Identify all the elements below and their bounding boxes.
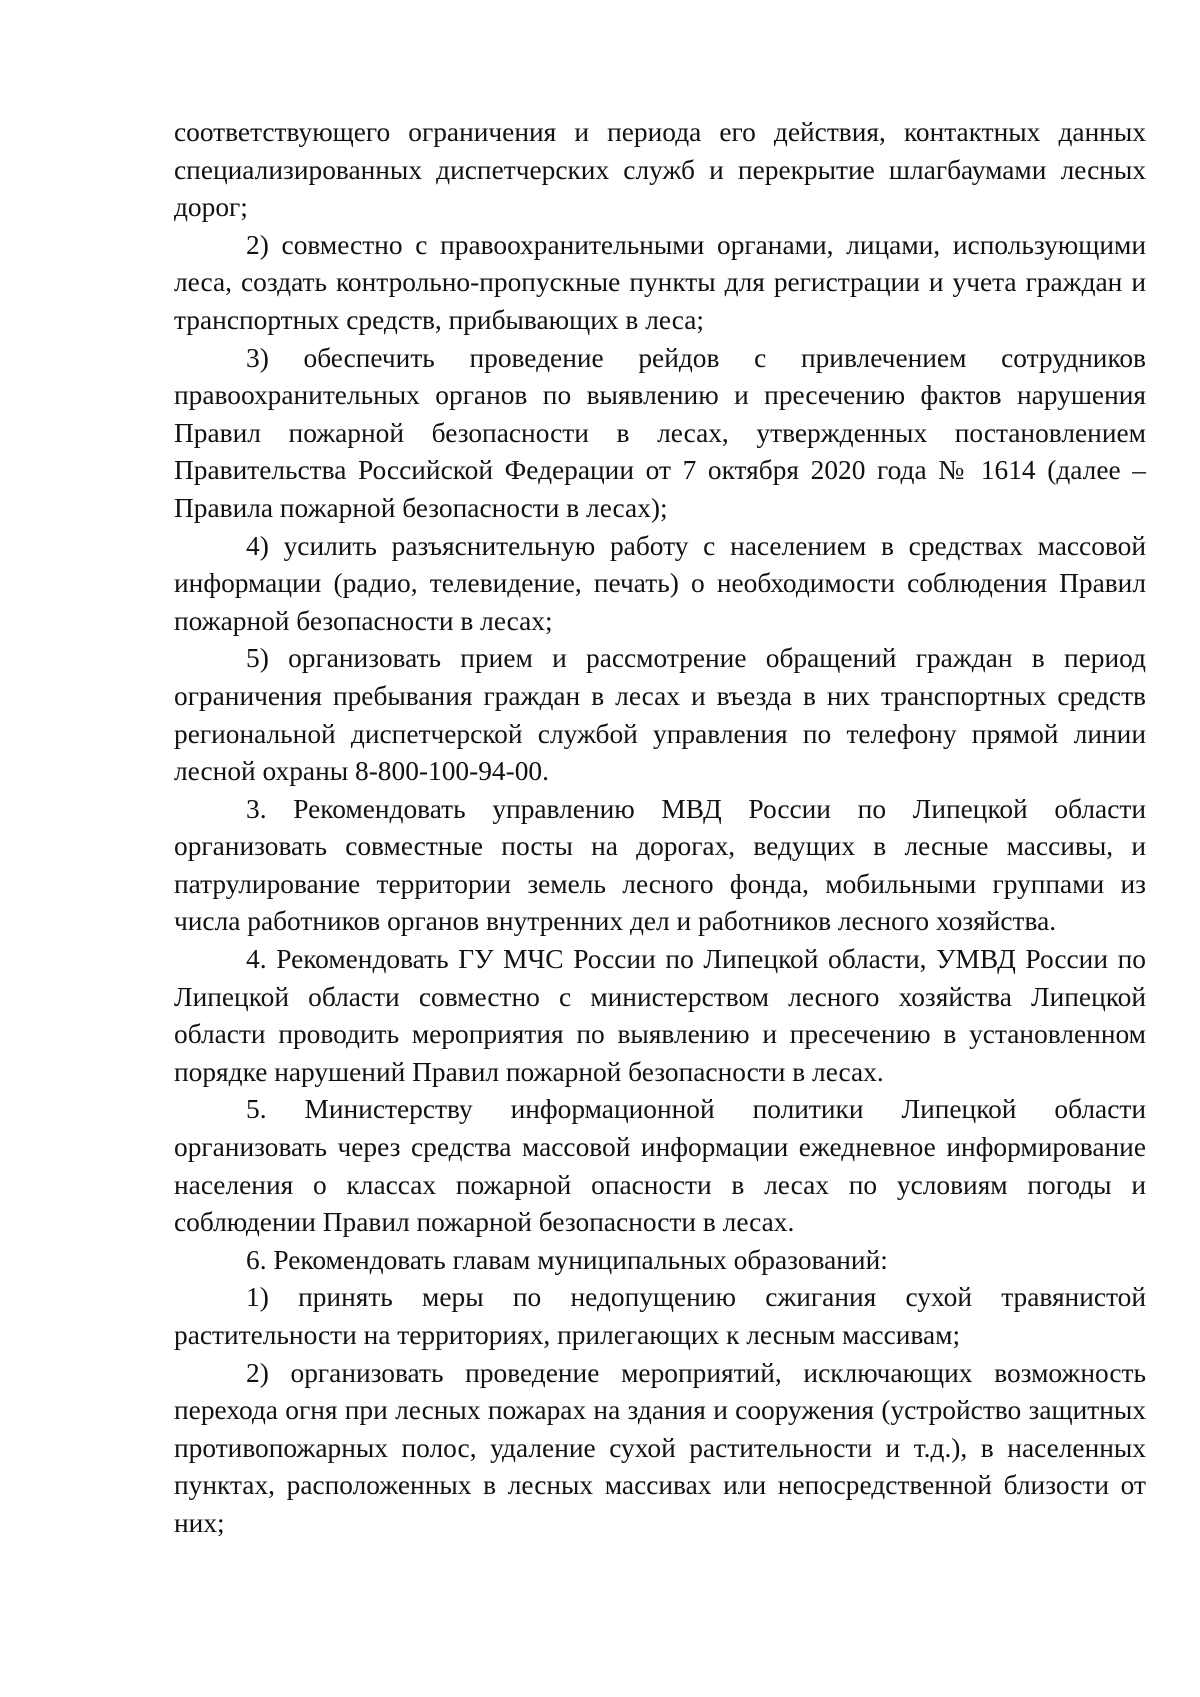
paragraph-item-5-hotline: 5) организовать прием и рассмотрение обращений граждан в период ограничения пребывания граждан в лесах и въезда в них транспортных средств региональной диспетчерской службой управления по телефону прямой линии лесной охраны 8-800-100-94-00. bbox=[174, 643, 1146, 787]
document-page bbox=[174, 114, 1146, 1543]
paragraph-section-3-police: 3. Рекомендовать управлению МВД России по Липецкой области организовать совместные посты на дорогах, ведущих в лесные массивы, и патрулирование территории земель лесного фонда, мобильными группами из числа работников органов внутренних дел и работников лесного хозяйства. bbox=[174, 793, 1146, 937]
paragraph-section-4-emergency: 4. Рекомендовать ГУ МЧС России по Липецкой области, УМВД России по Липецкой области совместно с министерством лесного хозяйства Липецкой области проводить мероприятия по выявлению и пресечению в установленном порядке нарушений Правил пожарной безопасности в лесах. bbox=[174, 944, 1146, 1087]
paragraph-section-6-heading: 6. Рекомендовать главам муниципальных образований: bbox=[246, 1244, 888, 1275]
paragraph-item-2-checkpoints: 2) совместно с правоохранительными органами, лицами, использующими леса, создать контрольно-пропускные пункты для регистрации и учета граждан и транспортных средств, прибывающих в леса; bbox=[174, 229, 1146, 335]
paragraph-item-4-media-outreach: 4) усилить разъяснительную работу с населением в средствах массовой информации (радио, телевидение, печать) о необходимости соблюдения Правил пожарной безопасности в лесах; bbox=[174, 530, 1146, 636]
paragraph-section-6-item-1: 1) принять меры по недопущению сжигания сухой травянистой растительности на территориях, прилегающих к лесным массивам; bbox=[174, 1282, 1146, 1350]
paragraph-continuation: соответствующего ограничения и периода его действия, контактных данных специализированных диспетчерских служб и перекрытие шлагбаумами лесных дорог; bbox=[174, 117, 1146, 223]
paragraph-section-6-item-2: 2) организовать проведение мероприятий, исключающих возможность перехода огня при лесных пожарах на здания и сооружения (устройство защитных противопожарных полос, удаление сухой растительности и т.д.), в населенных пунктах, расположенных в лесных массивах или непосредственной близости от них; bbox=[174, 1357, 1146, 1538]
paragraph-section-5-information: 5. Министерству информационной политики Липецкой области организовать через средства массовой информации ежедневное информирование населения о классах пожарной опасности в лесах по условиям погоды и соблюдении Правил пожарной безопасности в лесах. bbox=[174, 1094, 1146, 1238]
paragraph-item-3-raids: 3) обеспечить проведение рейдов с привлечением сотрудников правоохранительных органов по выявлению и пресечению фактов нарушения Правил пожарной безопасности в лесах, утвержденных постановлением Правительства Российской Федерации от 7 октября 2020 года № 1614 (далее – Правила пожарной безопасности в лесах); bbox=[174, 342, 1146, 523]
